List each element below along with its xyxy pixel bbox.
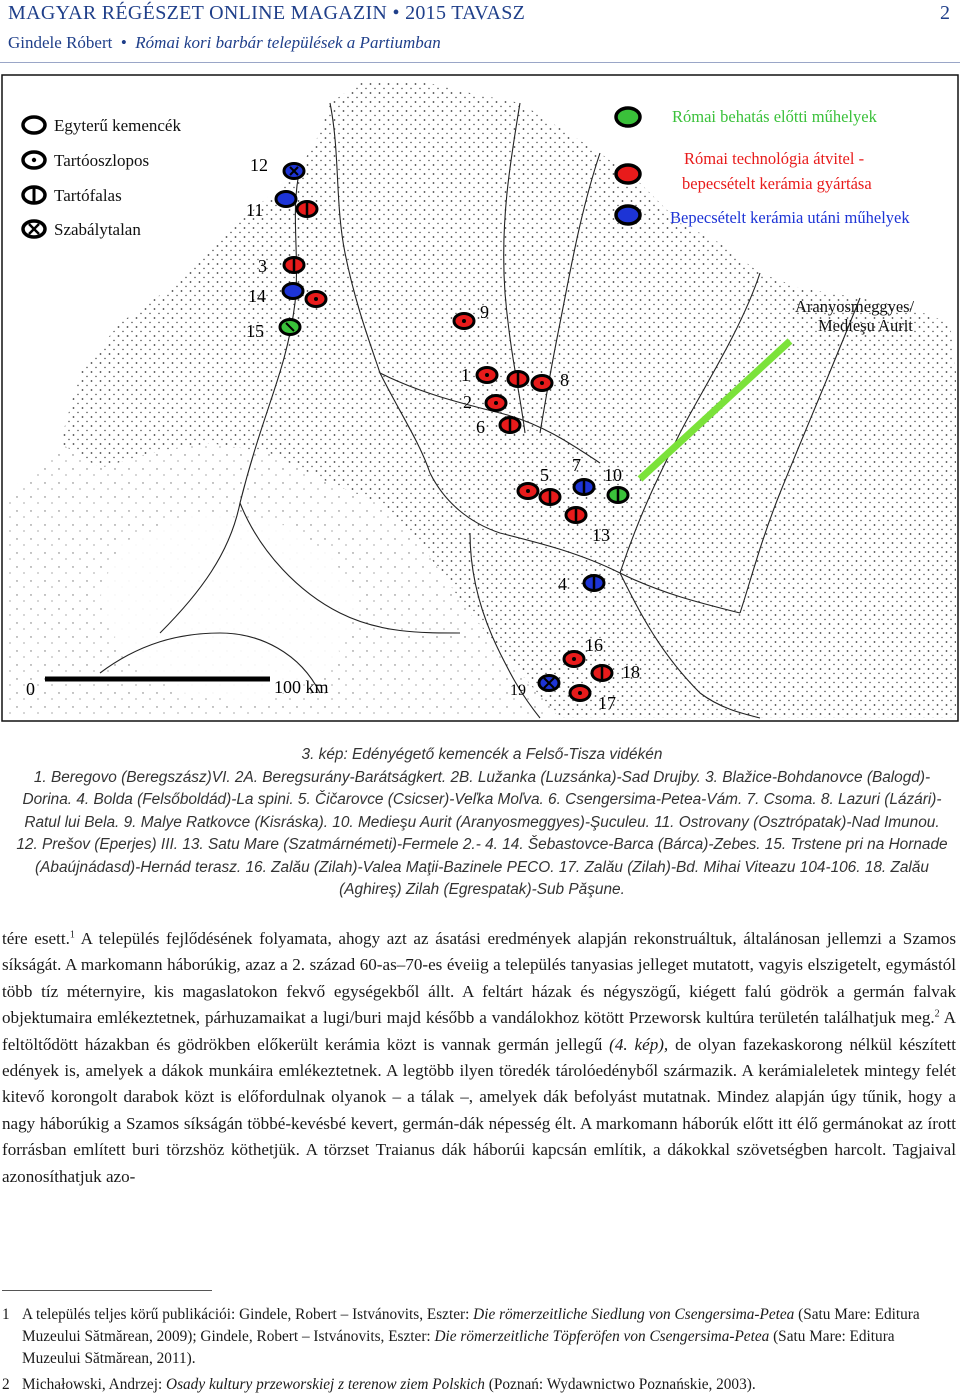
caption-text: 1. Beregovo (Beregszász)VI. 2A. Beregsurány-Barátságkert. 2B. Lužanka (Luzsánka)-Sad Drujby. 3. Blažice-Bohdanovce (Balogd)-Dorina. 4. Bolda (Felsőboldád)-La spini. 5. Čičarovce (Csicser)-Veľka Moľva. 6. Csengersima-Petea-Vám. 7. Csoma. 8. Lazuri (Lázári)-Ratul lui Bela. 9. Malye Ratkovce (Kisráska). 10. Medieşu Aurit (Aranyosmeggyes)-Şuculeu. 11. Ostrovany (Osztrópatak)-Nad Imunou. 12. Prešov (Eperjes) III. 13. Satu Mare (Szatmárnémeti)-Fermele 2.- 4. 14. Šebastovce-Barca (Bárca)-Zebes. 15. Trstene pri na Hornade (Abaújnádasd)-Hernád terasz. 16. Zalău (Zilah)-Valea Maţii-Bazinele PECO. 17. Zalău (Zilah)-Bd. Mihai Viteazu 104-106. 18. Zalău (Aghireş) Zilah (Egrespatak)-Sub Păşune.: [16, 768, 948, 898]
footnote-2-number: 2: [2, 1376, 10, 1393]
callout-label-1: Aranyosmeggyes/: [795, 297, 915, 316]
legend-green-text: Római behatás előtti műhelyek: [672, 107, 877, 126]
site-15-label: 15: [246, 321, 264, 341]
legend-irregular-kiln: [23, 220, 141, 239]
article-title: Római kori barbár települések a Partiumban: [135, 33, 441, 52]
site-2-label: 2: [463, 392, 472, 412]
footnote-1-text-c: (Satu Mare: Editura Muzeului Sătmărean, 2009); Gindele, Robert – Istvánovits, Eszter:: [22, 1306, 920, 1345]
page-number: 2: [940, 2, 950, 24]
legend-red-text-1: Római technológia átvitel -: [684, 149, 865, 168]
article-subheader: Gindele Róbert • Római kori barbár települések a Partiumban: [8, 33, 441, 52]
site-3-label: 3: [258, 256, 267, 276]
body-sentence-4: de olyan fazekaskorong nélkül készített edények is, amelyek a dákok munkáira emlékeztetnek. A legtöbb ilyen töredék tárolóedényből származik. A kerámialeletek mintegy felét kitevő korongolt darabok közt is előfordulnak olyanok – a tálak –, amelyek dák befolyást mutatnak. Mindez alapján úgy tűnik, hogy a nagy háborúkig a Szamos síkságán többé-kevésbé kevert, germán-dák népesség élt. A markomann háborúk előtt itt élő germánokat az írott forrásban említett buri törzshöz köthetjük. A törzset Traianus dák háborúi kapcsán említik, a dákokkal szövetségben harcolt. Tagjaival azonosíthatjuk azo-: [2, 1034, 957, 1186]
site-16-label: 16: [585, 635, 603, 655]
site-13-label: 13: [592, 525, 610, 545]
figure-caption: [12, 744, 952, 902]
footnote-1-title-2: Die römerzeitliche Töpferöfen von Csengersima-Petea: [434, 1328, 770, 1345]
legend-red-marker: [616, 165, 640, 183]
footnote-2-text-c: (Poznań: Wydawnictwo Poznańskie, 2003).: [484, 1376, 756, 1393]
footnote-ref-1[interactable]: 1: [69, 929, 75, 941]
site-19-label: 19: [510, 682, 526, 699]
caption-head: 3. kép: Edényégető kemencék a Felső-Tisza vidékén: [301, 746, 663, 763]
callout-label-2: Medieşu Aurit: [818, 316, 913, 335]
legend-blue-text: Bepecsételt kerámia utáni műhelyek: [670, 208, 910, 227]
footnote-1-title-1: Die römerzeitliche Siedlung von Csengersima-Petea: [473, 1306, 795, 1323]
legend-blue-marker: [616, 206, 640, 224]
author-name: Gindele Róbert: [8, 33, 113, 52]
footnote-2: [2, 1374, 956, 1396]
legend-text-3: Tartófalas: [54, 186, 122, 205]
site-12-label: 12: [250, 155, 268, 175]
body-text: [2, 926, 956, 1190]
site-18-label: 18: [622, 662, 640, 682]
figure-reference: (4. kép),: [609, 1034, 669, 1054]
site-10-label: 10: [604, 465, 622, 485]
site-8-label: 8: [560, 370, 569, 390]
site-11-label: 11: [246, 200, 264, 220]
magazine-header: MAGYAR RÉGÉSZET ONLINE MAGAZIN • 2015 TAVASZ: [8, 2, 526, 24]
footnote-1-number: 1: [2, 1306, 10, 1323]
scale-start: 0: [26, 679, 35, 699]
footnote-rule: [2, 1290, 212, 1291]
legend-wall-kiln: [23, 186, 122, 205]
legend-text-2: Tartóoszlopos: [54, 151, 150, 170]
legend-red-text-2: bepecsételt kerámia gyártása: [682, 174, 872, 193]
footnote-1: [2, 1304, 956, 1370]
site-17-label: 17: [598, 693, 616, 713]
footnote-1-text-e: (Satu Mare: Editura Muzeului Sătmărean, 2011).: [22, 1328, 895, 1367]
legend-green-marker: [616, 108, 640, 126]
site-5-label: 5: [540, 465, 549, 485]
legend-pillar-kiln: [23, 151, 149, 170]
footnote-2-text-a: Michałowski, Andrzej:: [22, 1376, 167, 1393]
body-sentence-1: tére esett.: [2, 929, 70, 948]
footnotes: [2, 1304, 956, 1400]
footnote-2-title: Osady kultury przeworskiej z terenow ziem Polskich: [166, 1376, 485, 1393]
header-rule: [0, 62, 960, 63]
site-14a-marker: [283, 284, 303, 299]
site-9-label: 9: [480, 302, 489, 322]
scale-end: 100 km: [274, 677, 329, 697]
site-4-label: 4: [558, 574, 567, 594]
body-sentence-3: A feltöltődött házakban és gödrökben előkerült kerámia közt is vannak germán jellegű: [2, 1008, 956, 1054]
site-6-label: 6: [476, 417, 485, 437]
body-sentence-2: A település fejlődésének folyamata, ahogy azt az ásatási eredmények alapján rekonstruáltuk, általánosan jellemzi a Szamos síkságát. A markomann háborúkig, azaz a 2. század 60-as–70-es éveiig a település tanyasias jelleget mutatott, vagyis elszigetelt, egymástól több tíz méternyire, kis magaslatokon fekvő egységekből állt. A feltárt házak és négyszögű, kiégett falú gödrök a germán falvak objektumaira emlékeztetnek, párhuzamaikat a lugi/buri majd később a vandálokhoz kötött Przeworsk kultúra területén találhatjuk meg.: [2, 929, 956, 1028]
site-14-label: 14: [248, 286, 266, 306]
legend-text-1: Egyterű kemencék: [54, 116, 181, 135]
kiln-distribution-map: [0, 73, 960, 723]
site-1-label: 1: [461, 365, 470, 385]
site-7-label: 7: [572, 455, 581, 475]
footnote-ref-2[interactable]: 2: [934, 1008, 940, 1020]
site-11a-marker: [276, 192, 296, 207]
body-paragraph: [2, 926, 956, 1190]
footnote-1-text-a: A település teljes körű publikációi: Gindele, Robert – Istvánovits, Eszter:: [22, 1306, 474, 1323]
legend-text-4: Szabálytalan: [54, 220, 141, 239]
